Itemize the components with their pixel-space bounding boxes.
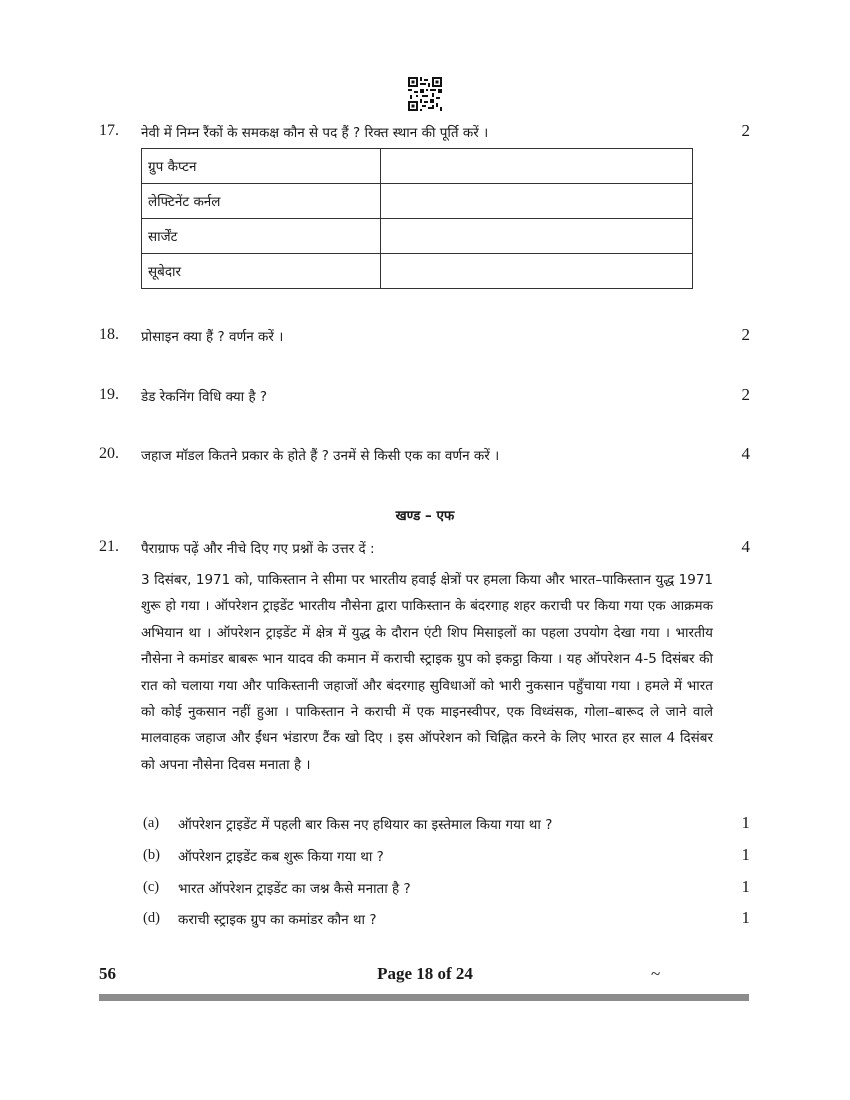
q17-marks: 2 — [741, 121, 750, 140]
sub-b-marks: 1 — [741, 845, 750, 864]
sub-d-label: (d) — [143, 910, 160, 926]
sub-c-marks: 1 — [741, 877, 750, 896]
q19-marks: 2 — [741, 385, 750, 404]
sub-a-marks: 1 — [741, 813, 750, 832]
sub-b-text: ऑपरेशन ट्राइडेंट कब शुरू किया गया था ? — [178, 849, 384, 865]
sub-c-text: भारत ऑपरेशन ट्राइडेंट का जश्न कैसे मनाता है ? — [178, 881, 411, 897]
rank-cell: सार्जेंट — [142, 219, 381, 254]
q21-marks: 4 — [741, 537, 750, 556]
footer-bar — [99, 994, 749, 1001]
sub-d-text: कराची स्ट्राइक ग्रुप का कमांडर कौन था ? — [178, 912, 377, 928]
q20-marks: 4 — [741, 444, 750, 463]
sub-c-label: (c) — [143, 879, 160, 895]
table-row — [142, 254, 693, 289]
table-row — [142, 149, 693, 184]
q18-marks: 2 — [741, 325, 750, 344]
q19-number: 19. — [99, 386, 119, 403]
q21-text: पैराग्राफ पढ़ें और नीचे दिए गए प्रश्नों के उत्तर दें : — [141, 541, 375, 557]
blank-cell[interactable] — [381, 184, 693, 219]
sub-a-label: (a) — [143, 815, 160, 831]
blank-cell[interactable] — [381, 254, 693, 289]
q17-number: 17. — [99, 122, 119, 139]
q19-text: डेड रेकनिंग विधि क्या है ? — [141, 389, 268, 405]
qr-code-icon — [408, 77, 442, 111]
q20-number: 20. — [99, 445, 119, 462]
footer-mark: ~ — [651, 964, 661, 983]
blank-cell[interactable] — [381, 149, 693, 184]
blank-cell[interactable] — [381, 219, 693, 254]
sub-a-text: ऑपरेशन ट्राइडेंट में पहली बार किस नए हथियार का इस्तेमाल किया गया था ? — [178, 817, 553, 833]
table-row — [142, 184, 693, 219]
rank-cell: ग्रुप कैप्टन — [142, 149, 381, 184]
q18-number: 18. — [99, 326, 119, 343]
q20-text: जहाज मॉडल कितने प्रकार के होते हैं ? उनमें से किसी एक का वर्णन करें । — [141, 448, 500, 464]
q21-number: 21. — [99, 538, 119, 555]
q18-text: प्रोसाइन क्या हैं ? वर्णन करें । — [141, 329, 284, 345]
rank-cell: सूबेदार — [142, 254, 381, 289]
sub-d-marks: 1 — [741, 908, 750, 927]
section-heading: खण्ड – एफ — [395, 508, 455, 524]
table-row — [142, 219, 693, 254]
paper-code: 56 — [99, 964, 116, 983]
sub-b-label: (b) — [143, 847, 160, 863]
passage-paragraph: 3 दिसंबर, 1971 को, पाकिस्तान ने सीमा पर भारतीय हवाई क्षेत्रों पर हमला किया और भारत–पाकिस्तान युद्ध 1971 शुरू हो गया । ऑपरेशन ट्राइडेंट भारतीय नौसेना द्वारा पाकिस्तान के बंदरगाह शहर कराची पर किया गया एक आक्रमक अभियान था । ऑपरेशन ट्राइडेंट में क्षेत्र में युद्ध के दौरान एंटी शिप मिसाइलों का पहला उपयोग देखा गया । भारतीय नौसेना ने कमांडर बाबरू भान यादव की कमान में कराची स्ट्राइक ग्रुप को इकट्ठा किया । यह ऑपरेशन 4-5 दिसंबर की रात को चलाया गया और पाकिस्तानी जहाजों और बंदरगाह सुविधाओं को भारी नुकसान पहुँचाया गया । हमले में भारत को कोई नुकसान नहीं हुआ । पाकिस्तान ने कराची में एक माइनस्वीपर, एक विध्वंसक, गोला–बारूद ले जाने वाले मालवाहक जहाज और ईंधन भंडारण टैंक खो दिए । इस ऑपरेशन को चिह्नित करने के लिए भारत हर साल 4 दिसंबर को अपना नौसेना दिवस मनाता है । — [141, 572, 713, 773]
rank-table — [141, 148, 693, 289]
rank-cell: लेफ्टिनेंट कर्नल — [142, 184, 381, 219]
page-number: Page 18 of 24 — [377, 964, 473, 983]
q17-text: नेवी में निम्न रैंकों के समकक्ष कौन से पद हैं ? रिक्त स्थान की पूर्ति करें । — [141, 125, 489, 141]
